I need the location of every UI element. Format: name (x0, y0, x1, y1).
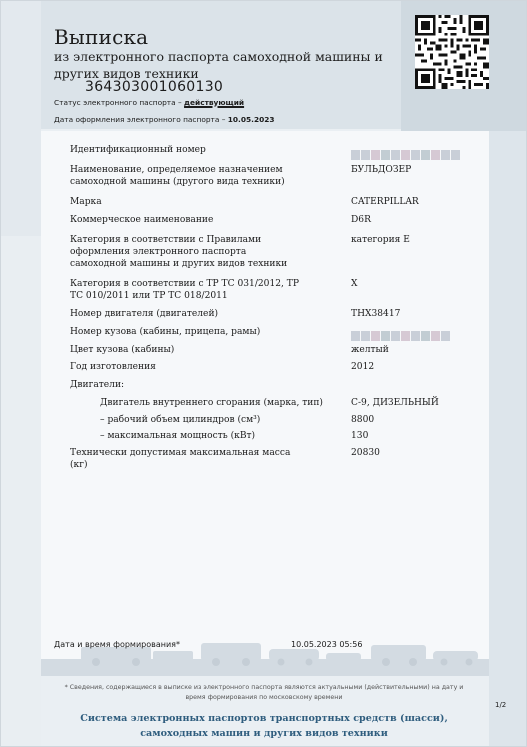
status-label: Статус электронного паспорта – (54, 98, 185, 107)
brand-value: CATERPILLAR (351, 197, 419, 207)
qr-code (415, 15, 489, 89)
document-title: Выписка (54, 25, 149, 49)
engine-number-label: Номер двигателя (двигателей) (70, 309, 219, 319)
passport-date (54, 115, 275, 124)
id-number-value-masked (351, 145, 461, 155)
name-label: Наименование, определяемое назначением самоходной машины (другого вида техники) (70, 165, 285, 187)
year-value: 2012 (351, 362, 375, 372)
generated-label: Дата и время формирования* (54, 640, 180, 649)
category-tr-label: Категория в соответствии с ТР ТС 031/2012, ТР ТС 010/2011 или ТР ТС 018/2011 (70, 279, 299, 301)
max-power-label: – максимальная мощность (кВт) (100, 431, 256, 441)
body-color-value: желтый (351, 345, 389, 355)
date-value: 10.05.2023 (227, 115, 275, 124)
category-tr-value: X (351, 279, 358, 289)
vehicles-skyline-graphic (41, 631, 489, 676)
footnote: * Сведения, содержащиеся в выписке из электронного паспорта являются актуальными (действительными) на дату и время формирования по московскому времени (64, 684, 464, 701)
commercial-name-label: Коммерческое наименование (70, 215, 214, 225)
left-strip-lower (1, 236, 41, 747)
displacement-label: – рабочий объем цилиндров (см³) (100, 415, 261, 425)
status-value: действующий (184, 98, 245, 107)
max-power-value: 130 (351, 431, 369, 441)
passport-number: 364303001060130 (85, 79, 224, 95)
max-mass-value: 20830 (351, 448, 380, 458)
max-mass-label: Технически допустимая максимальная масса (кг) (70, 448, 291, 470)
engine-type-value: C-9, ДИЗЕЛЬНЫЙ (351, 398, 439, 408)
right-strip (489, 131, 527, 747)
document-subtitle: из электронного паспорта самоходной машины и других видов техники (54, 49, 383, 81)
commercial-name-value: D6R (351, 215, 371, 225)
brand-label: Марка (70, 197, 102, 207)
system-title: Система электронных паспортов транспортных средств (шасси), самоходных машин и других видов техники (80, 713, 448, 739)
date-label: Дата оформления электронного паспорта – (54, 115, 228, 124)
passport-status (54, 98, 244, 107)
category-rules-value: категория E (351, 235, 410, 245)
engine-type-label: Двигатель внутреннего сгорания (марка, тип) (100, 398, 323, 408)
generated-value: 10.05.2023 05:56 (291, 640, 363, 649)
name-value: БУЛЬДОЗЕР (351, 165, 412, 175)
body-number-value-masked (351, 326, 451, 336)
displacement-value: 8800 (351, 415, 375, 425)
category-rules-label: Категория в соответствии с Правилами оформления электронного паспорта самоходной машины и других видов техники (70, 235, 288, 269)
id-number-label: Идентификационный номер (70, 145, 206, 155)
page-number: 1/2 (495, 701, 507, 709)
engine-number-value: THX38417 (351, 309, 401, 319)
body-color-label: Цвет кузова (кабины) (70, 345, 175, 355)
engines-heading: Двигатели: (70, 380, 125, 390)
year-label: Год изготовления (70, 362, 156, 372)
body-number-label: Номер кузова (кабины, прицепа, рамы) (70, 327, 261, 337)
